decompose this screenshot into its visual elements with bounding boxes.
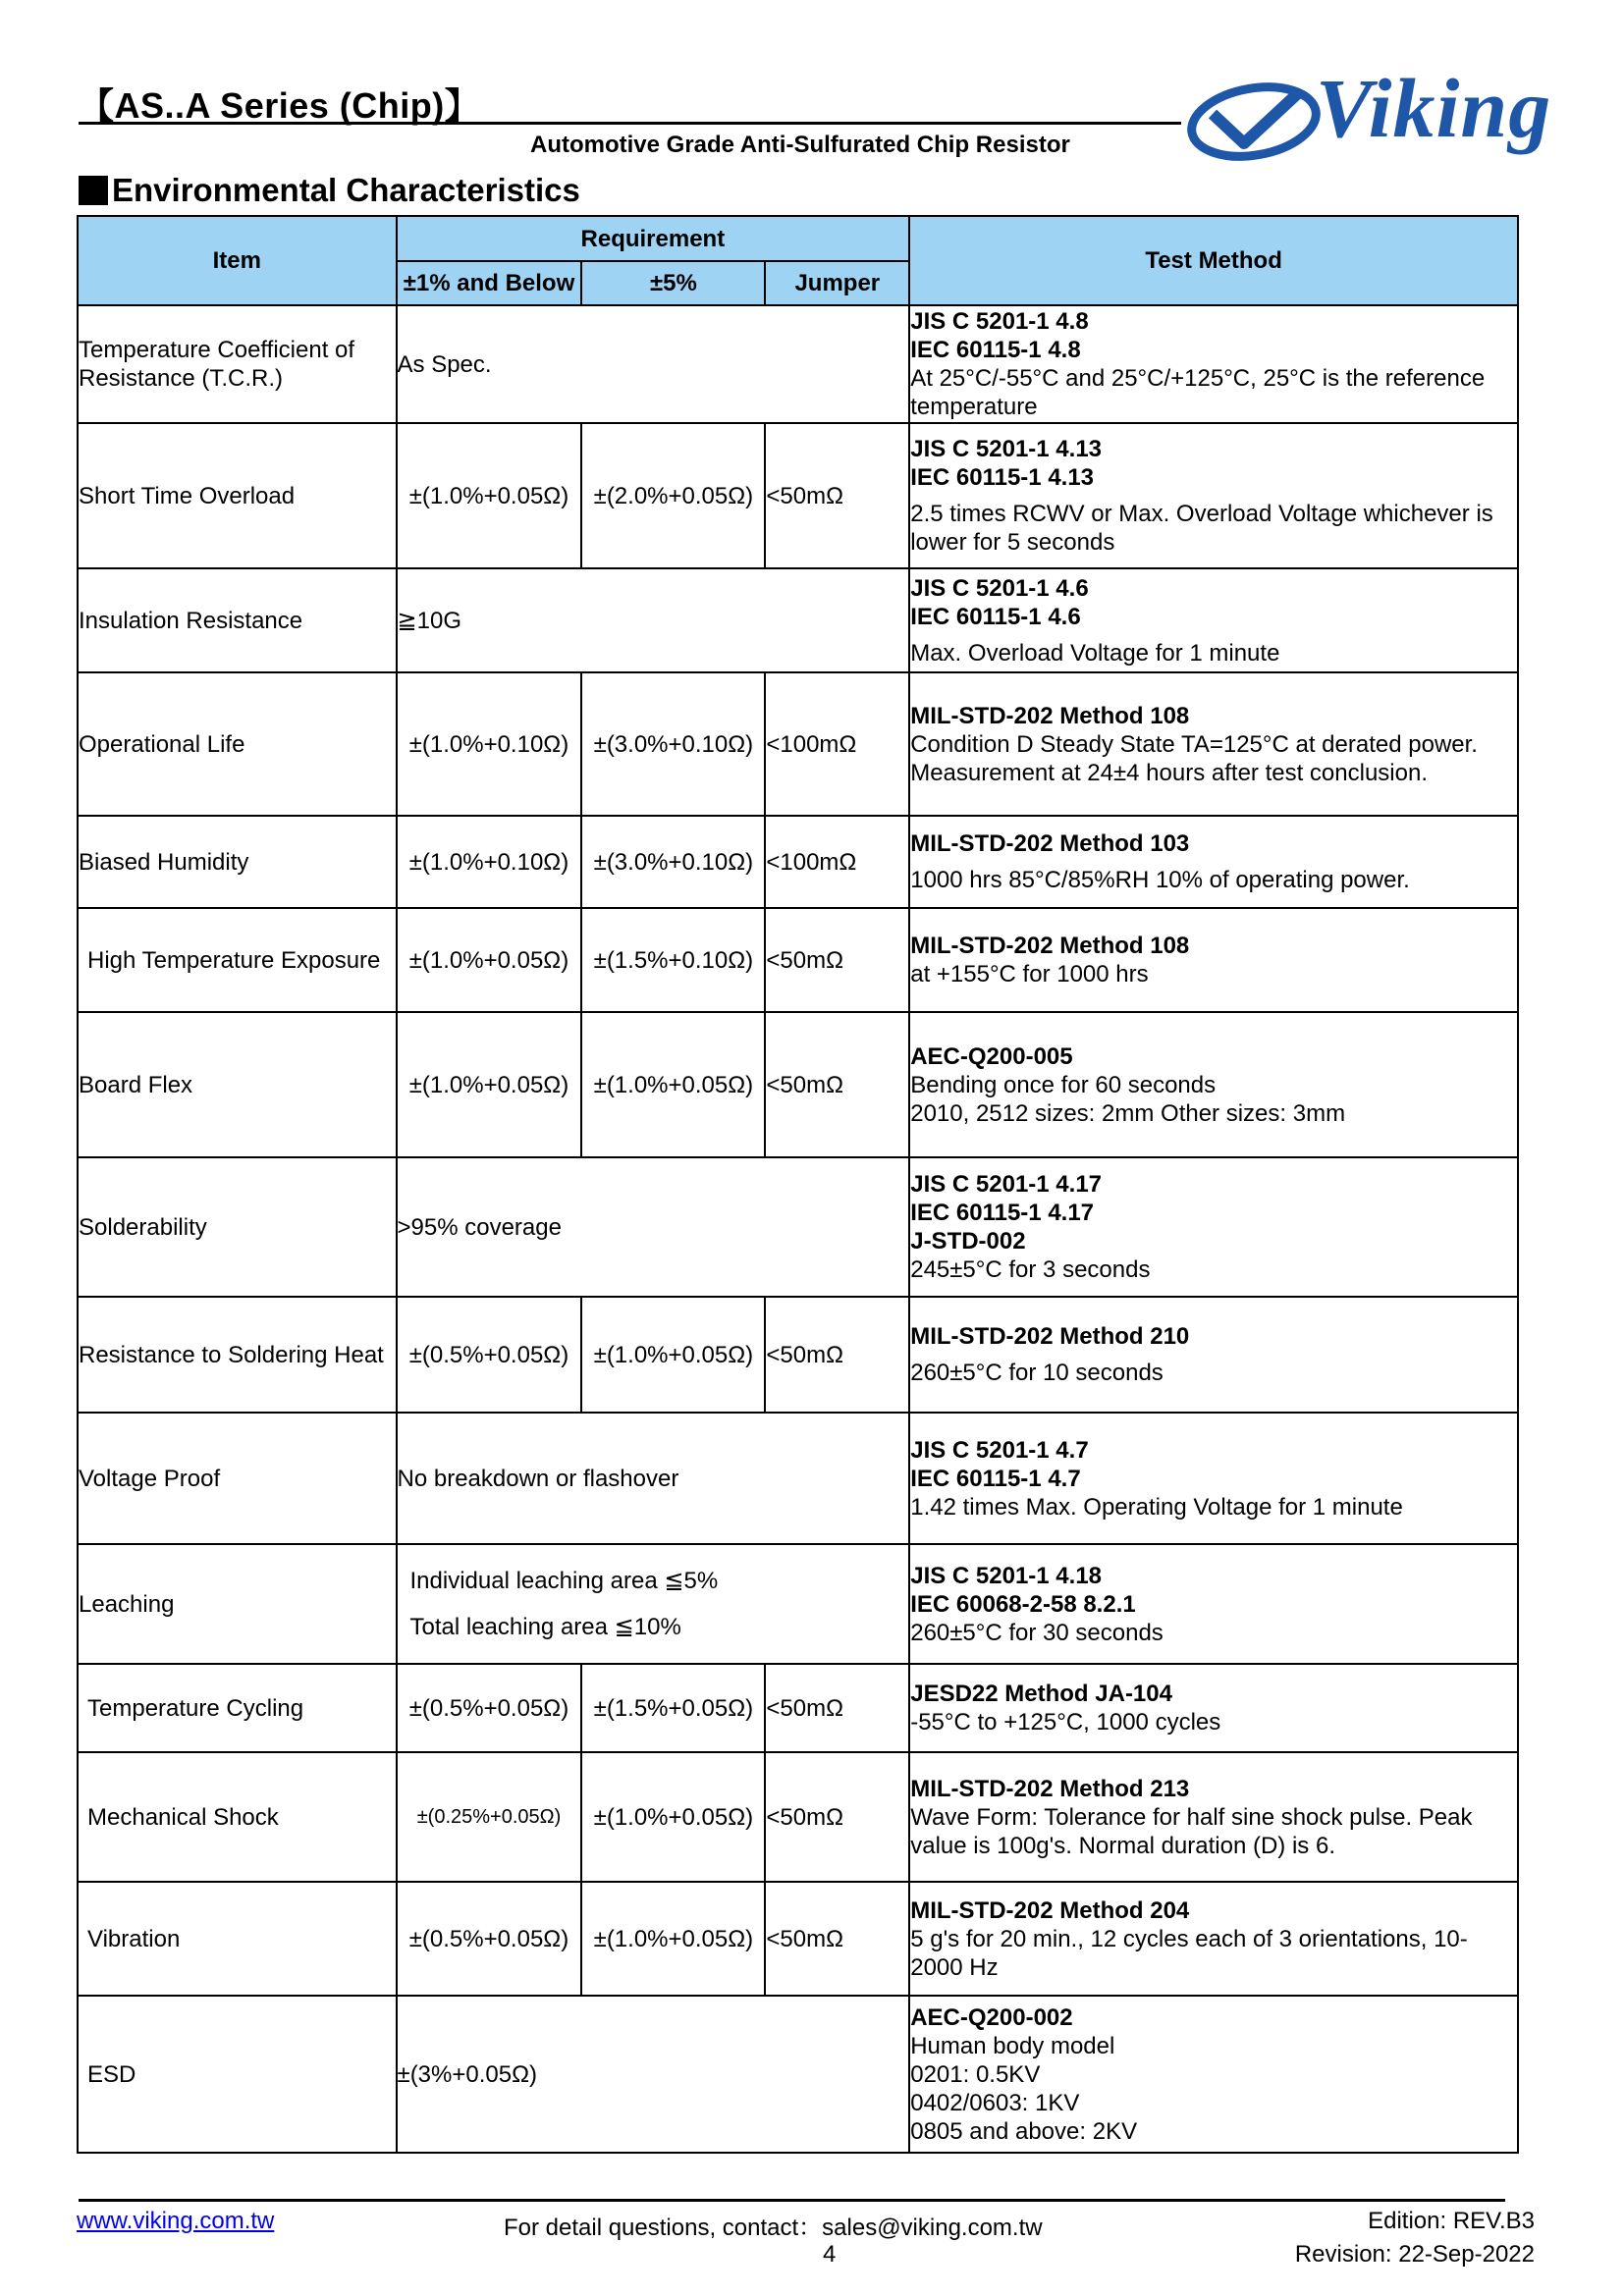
header-test-method: Test Method (909, 216, 1518, 305)
item-cell: High Temperature Exposure (78, 908, 397, 1012)
test-method-cell (909, 1157, 1518, 1297)
tolerance-5pct-cell: ±(3.0%+0.10Ω) (581, 816, 765, 908)
requirement-cell: >95% coverage (397, 1157, 910, 1297)
test-standard: MIL-STD-202 Method 108 (910, 702, 1190, 729)
test-standard: MIL-STD-202 Method 103 (910, 830, 1190, 857)
test-description: 2010, 2512 sizes: 2mm Other sizes: 3mm (910, 1099, 1346, 1127)
jumper-cell: <50mΩ (765, 1297, 909, 1413)
jumper-cell: <50mΩ (765, 1752, 909, 1882)
item-cell: Biased Humidity (78, 816, 397, 908)
website-link[interactable]: www.viking.com.tw (77, 2208, 275, 2234)
header-tolerance-1pct: ±1% and Below (397, 261, 582, 305)
table-row (78, 1664, 1518, 1752)
test-description: Measurement at 24±4 hours after test conclusion. (910, 759, 1428, 786)
test-method-cell (909, 423, 1518, 568)
test-method-cell (909, 1544, 1518, 1664)
item-cell: Solderability (78, 1157, 397, 1297)
edition-text: Edition: REV.B3 (1368, 2208, 1535, 2234)
test-standard: J-STD-002 (910, 1228, 1026, 1255)
test-method-cell (909, 1413, 1518, 1544)
table-row (78, 1413, 1518, 1544)
header-tolerance-5pct: ±5% (581, 261, 765, 305)
document-subtitle: Automotive Grade Anti-Sulfurated Chip Resistor (530, 132, 1070, 158)
header-jumper: Jumper (765, 261, 909, 305)
test-method-cell (909, 568, 1518, 672)
tolerance-1pct-cell: ±(0.5%+0.05Ω) (397, 1882, 582, 1996)
test-description: 5 g's for 20 min., 12 cycles each of 3 orientations, 10-2000 Hz (910, 1925, 1468, 1981)
viking-swoosh-icon (1183, 65, 1330, 173)
test-method-cell (909, 1297, 1518, 1413)
table-row (78, 816, 1518, 908)
table-row (78, 1996, 1518, 2153)
requirement-cell: No breakdown or flashover (397, 1413, 910, 1544)
tolerance-5pct-cell: ±(1.0%+0.05Ω) (581, 1752, 765, 1882)
test-standard: JIS C 5201-1 4.18 (910, 1562, 1103, 1589)
tolerance-5pct-cell: ±(1.5%+0.05Ω) (581, 1664, 765, 1752)
test-standard: IEC 60115-1 4.7 (910, 1465, 1081, 1492)
test-description: -55°C to +125°C, 1000 cycles (910, 1709, 1221, 1735)
jumper-cell: <100mΩ (765, 816, 909, 908)
jumper-cell: <50mΩ (765, 1012, 909, 1157)
test-method-cell (909, 908, 1518, 1012)
test-standard: JIS C 5201-1 4.13 (910, 436, 1103, 462)
table-row (78, 1157, 1518, 1297)
test-method-cell (909, 1996, 1518, 2153)
item-cell: Operational Life (78, 672, 397, 816)
test-description: 0201: 0.5KV (910, 2060, 1041, 2088)
jumper-cell: <50mΩ (765, 423, 909, 568)
test-standard: JIS C 5201-1 4.8 (910, 308, 1089, 335)
item-cell: Board Flex (78, 1012, 397, 1157)
logo-wordmark: Viking (1316, 61, 1552, 155)
header-requirement: Requirement (397, 216, 910, 261)
test-standard: JIS C 5201-1 4.6 (910, 574, 1089, 602)
viking-logo (1183, 61, 1561, 173)
test-description: 260±5°C for 30 seconds (910, 1619, 1164, 1646)
revision-text: Revision: 22-Sep-2022 (1294, 2241, 1535, 2268)
item-cell: Insulation Resistance (78, 568, 397, 672)
header-rule (79, 122, 1181, 125)
requirement-cell: ≧10G (397, 568, 910, 672)
test-description: 2.5 times RCWV or Max. Overload Voltage whichever is lower for 5 seconds (910, 501, 1493, 556)
test-description: 260±5°C for 10 seconds (910, 1360, 1164, 1386)
tolerance-5pct-cell: ±(1.5%+0.10Ω) (581, 908, 765, 1012)
item-cell: Leaching (78, 1544, 397, 1664)
section-heading (79, 172, 580, 209)
test-description: At 25°C/-55°C and 25°C/+125°C, 25°C is the reference temperature (910, 365, 1486, 420)
section-heading-text: Environmental Characteristics (112, 172, 580, 208)
test-method-cell (909, 816, 1518, 908)
item-cell: Vibration (78, 1882, 397, 1996)
jumper-cell: <100mΩ (765, 672, 909, 816)
item-cell: Mechanical Shock (78, 1752, 397, 1882)
tolerance-1pct-cell: ±(1.0%+0.10Ω) (397, 672, 582, 816)
test-standard: JIS C 5201-1 4.17 (910, 1171, 1103, 1198)
jumper-cell: <50mΩ (765, 1664, 909, 1752)
requirement-line: Individual leaching area ≦5% (409, 1568, 719, 1594)
test-method-cell (909, 1882, 1518, 1996)
test-description: Max. Overload Voltage for 1 minute (910, 639, 1280, 667)
tolerance-5pct-cell: ±(1.0%+0.05Ω) (581, 1297, 765, 1413)
table-row (78, 672, 1518, 816)
item-cell: Temperature Coefficient of Resistance (T.C.R.) (78, 305, 397, 423)
table-row (78, 1544, 1518, 1664)
test-standard: JIS C 5201-1 4.7 (910, 1436, 1089, 1464)
test-description: Bending once for 60 seconds (910, 1071, 1217, 1098)
table-row (78, 1012, 1518, 1157)
tolerance-1pct-cell: ±(1.0%+0.05Ω) (397, 908, 582, 1012)
tolerance-5pct-cell: ±(2.0%+0.05Ω) (581, 423, 765, 568)
header-item: Item (78, 216, 397, 305)
item-cell: Short Time Overload (78, 423, 397, 568)
test-method-cell (909, 305, 1518, 423)
test-standard: AEC-Q200-005 (910, 1042, 1073, 1070)
table-row (78, 908, 1518, 1012)
test-description: 245±5°C for 3 seconds (910, 1256, 1151, 1283)
test-description: Human body model (910, 2032, 1115, 2059)
tolerance-1pct-cell: ±(1.0%+0.10Ω) (397, 816, 582, 908)
test-standard: IEC 60115-1 4.13 (910, 464, 1095, 491)
requirement-cell (397, 1544, 910, 1664)
page-number: 4 (823, 2241, 837, 2268)
test-standard: IEC 60115-1 4.6 (910, 603, 1081, 630)
tolerance-1pct-cell: ±(0.25%+0.05Ω) (397, 1752, 582, 1882)
test-standard: MIL-STD-202 Method 213 (910, 1775, 1190, 1802)
test-description: Wave Form: Tolerance for half sine shock pulse. Peak value is 100g's. Normal duration (D) is 6. (910, 1803, 1473, 1859)
test-description: Condition D Steady State TA=125°C at derated power. (910, 730, 1478, 758)
item-cell: Voltage Proof (78, 1413, 397, 1544)
tolerance-1pct-cell: ±(0.5%+0.05Ω) (397, 1297, 582, 1413)
heading-square-icon (79, 176, 108, 205)
tolerance-1pct-cell: ±(1.0%+0.05Ω) (397, 423, 582, 568)
table-body (78, 305, 1518, 2153)
table-row (78, 1297, 1518, 1413)
test-standard: MIL-STD-202 Method 204 (910, 1896, 1190, 1924)
tolerance-5pct-cell: ±(3.0%+0.10Ω) (581, 672, 765, 816)
jumper-cell: <50mΩ (765, 1882, 909, 1996)
table-row (78, 305, 1518, 423)
test-method-cell (909, 1664, 1518, 1752)
test-standard: AEC-Q200-002 (910, 2003, 1073, 2031)
footer-rule (79, 2199, 1505, 2202)
environmental-characteristics-table (77, 215, 1519, 2154)
test-standard: MIL-STD-202 Method 210 (910, 1323, 1190, 1350)
test-description: 0402/0603: 1KV (910, 2089, 1080, 2116)
table-row (78, 1752, 1518, 1882)
requirement-cell: ±(3%+0.05Ω) (397, 1996, 910, 2153)
item-cell: ESD (78, 1996, 397, 2153)
test-standard: IEC 60115-1 4.17 (910, 1200, 1095, 1226)
table-row (78, 1882, 1518, 1996)
tolerance-5pct-cell: ±(1.0%+0.05Ω) (581, 1012, 765, 1157)
test-standard: IEC 60068-2-58 8.2.1 (910, 1590, 1136, 1618)
test-standard: MIL-STD-202 Method 108 (910, 933, 1190, 959)
test-method-cell (909, 1752, 1518, 1882)
test-standard: IEC 60115-1 4.8 (910, 337, 1081, 363)
item-cell: Temperature Cycling (78, 1664, 397, 1752)
table-row (78, 423, 1518, 568)
table-row (78, 568, 1518, 672)
test-description: 1000 hrs 85°C/85%RH 10% of operating power. (910, 867, 1410, 893)
requirement-line: Total leaching area ≦10% (409, 1614, 681, 1640)
requirement-cell: As Spec. (397, 305, 910, 423)
series-title: 【AS..A Series (Chip)】 (79, 85, 481, 126)
contact-text: For detail questions, contact：sales@viking.com.tw (504, 2215, 1043, 2241)
jumper-cell: <50mΩ (765, 908, 909, 1012)
tolerance-1pct-cell: ±(1.0%+0.05Ω) (397, 1012, 582, 1157)
test-method-cell (909, 672, 1518, 816)
test-description: 1.42 times Max. Operating Voltage for 1 minute (910, 1493, 1403, 1521)
test-standard: JESD22 Method JA-104 (910, 1681, 1172, 1707)
test-description: 0805 and above: 2KV (910, 2117, 1138, 2145)
test-description: at +155°C for 1000 hrs (910, 961, 1149, 988)
test-method-cell (909, 1012, 1518, 1157)
tolerance-5pct-cell: ±(1.0%+0.05Ω) (581, 1882, 765, 1996)
item-cell: Resistance to Soldering Heat (78, 1297, 397, 1413)
tolerance-1pct-cell: ±(0.5%+0.05Ω) (397, 1664, 582, 1752)
